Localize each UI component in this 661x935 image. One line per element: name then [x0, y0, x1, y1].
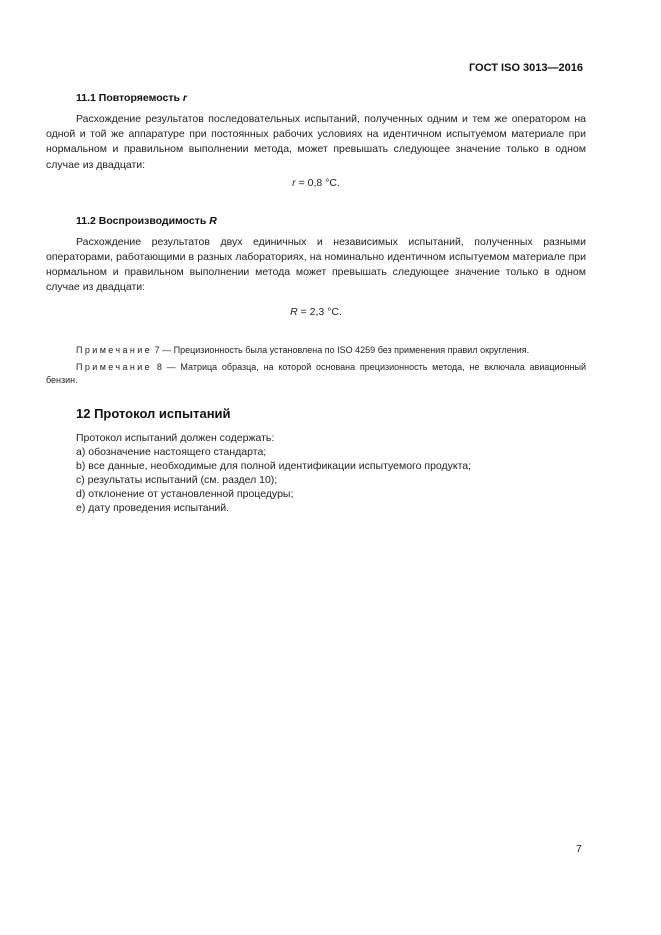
repeatability-heading-text: 11.1 Повторяемость: [76, 92, 180, 104]
repeatability-formula-symbol: r: [292, 176, 296, 189]
list-item: a) обозначение настоящего стандарта;: [76, 446, 267, 459]
document-code: ГОСТ ISO 3013—2016: [468, 62, 583, 74]
note-8-text: 8 — Матрица образца, на которой основана прецизионность метода, не включала авиационный бензин.: [46, 362, 586, 385]
note-7-label: Примечание: [76, 344, 153, 355]
page-number: 7: [576, 843, 582, 855]
reproducibility-formula-value: = 2,3 °С.: [300, 305, 342, 318]
list-item: c) результаты испытаний (см. раздел 10);: [76, 474, 278, 487]
list-item: d) отклонение от установленной процедуры;: [76, 488, 294, 501]
section-12-intro: Протокол испытаний должен содержать:: [76, 432, 275, 445]
note-7-text: 7 — Прецизионность была установлена по ISO 4259 без применения правил округления.: [154, 344, 530, 355]
reproducibility-formula-symbol: R: [290, 305, 298, 318]
list-item: b) все данные, необходимые для полной идентификации испытуемого продукта;: [76, 460, 472, 473]
reproducibility-symbol: R: [209, 214, 217, 227]
list-item: e) дату проведения испытаний.: [76, 502, 230, 515]
section-12-title: 12 Протокол испытаний: [76, 406, 231, 422]
reproducibility-paragraph: Расхождение результатов двух единичных и независимых испытаний, полученных разными операторами, работающими в разных лабораториях, на номинально идентичном испытуемом материале при нормальном и правильном выполнении метода может превышать следующее значение только в одном случае из двадцати:: [46, 235, 586, 294]
reproducibility-formula: [46, 305, 586, 319]
repeatability-symbol: r: [182, 92, 187, 104]
note-7: [46, 344, 586, 357]
repeatability-formula-value: = 0,8 °С.: [298, 176, 340, 189]
note-8: [46, 361, 586, 386]
repeatability-formula: [46, 176, 586, 190]
note-8-label: Примечание: [76, 362, 153, 373]
reproducibility-heading: [46, 214, 586, 228]
repeatability-paragraph: Расхождение результатов последовательных испытаний, полученных одним и тем же оператором на одной и той же аппаратуре при постоянных рабочих условиях на идентичном испытуемом материале при нормальном и правильном выполнении метода, может превышать следующее значение только в одном случае из двадцати:: [46, 113, 586, 171]
reproducibility-heading-text: 11.2 Воспроизводимость: [76, 214, 207, 227]
repeatability-heading: [46, 91, 586, 105]
page-body: [46, 90, 586, 515]
